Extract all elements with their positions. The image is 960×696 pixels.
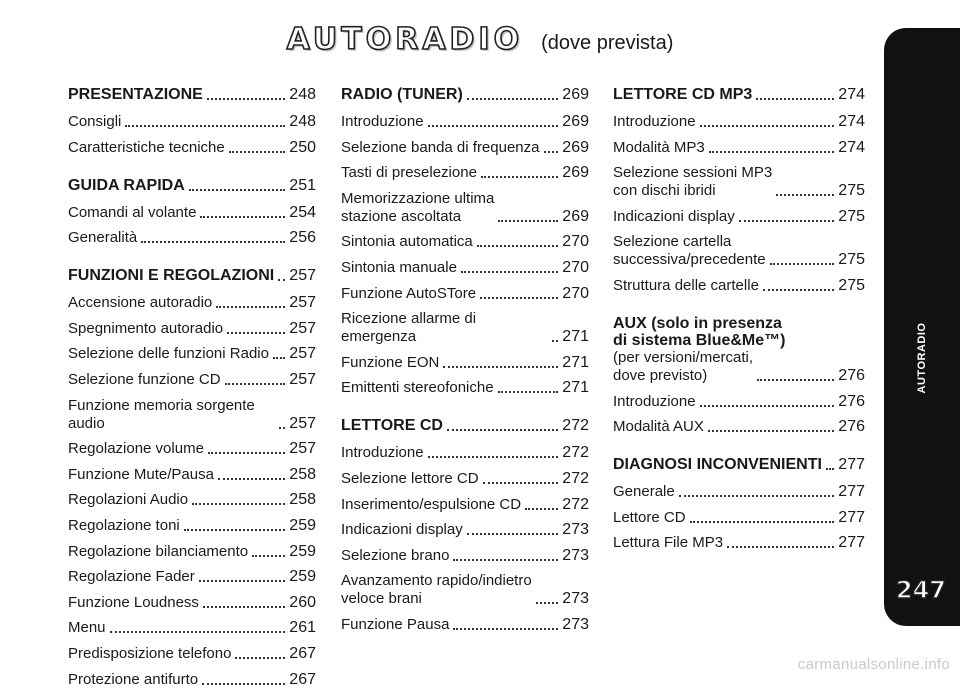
toc-entry-label: Regolazione toni (68, 516, 180, 534)
toc-entry (68, 594, 316, 612)
toc-entry (341, 233, 589, 251)
toc-entry (613, 509, 865, 527)
toc-entry (613, 113, 865, 131)
toc-entry-label: RADIO (TUNER) (341, 86, 463, 103)
dot-leader (273, 357, 285, 359)
toc-entry (341, 547, 589, 565)
toc-entry-page: 272 (562, 495, 589, 513)
toc-entry (68, 517, 316, 535)
toc-entry (613, 277, 865, 295)
toc-entry-label: Indicazioni display (341, 521, 463, 539)
toc-entry-label: Emittenti stereofoniche (341, 379, 494, 397)
dot-leader (536, 602, 559, 604)
toc-entry (613, 233, 865, 269)
toc-entry (341, 521, 589, 539)
toc-entry-page: 276 (838, 366, 865, 384)
toc-section-heading (613, 86, 865, 104)
dot-leader (229, 151, 286, 153)
toc-entry-page: 273 (562, 546, 589, 564)
toc-entry-label: Selezione delle funzioni Radio (68, 345, 269, 363)
toc-entry-label: Caratteristiche tecniche (68, 138, 225, 156)
toc-entry-page: 275 (838, 276, 865, 294)
toc-entry (68, 466, 316, 484)
toc-entry-page: 257 (289, 370, 316, 388)
toc-entry-page: 273 (562, 521, 589, 539)
dot-leader (498, 220, 558, 222)
dot-leader (199, 580, 286, 582)
toc-entry-label: Regolazione Fader (68, 568, 195, 586)
toc-entry-page: 277 (838, 483, 865, 501)
toc-entry-page: 251 (289, 176, 316, 194)
toc-entry (613, 349, 865, 385)
toc-entry-page: 271 (562, 353, 589, 371)
toc-entry (613, 139, 865, 157)
chapter-side-tab (884, 28, 960, 626)
toc-entry-page: 267 (289, 644, 316, 662)
toc-entry-page: 257 (289, 345, 316, 363)
dot-leader (770, 263, 835, 265)
toc-entry (341, 354, 589, 372)
dot-leader (141, 241, 285, 243)
toc-entry-page: 254 (289, 203, 316, 221)
toc-entry-label: Modalità AUX (613, 418, 704, 436)
toc-entry-page: 269 (562, 113, 589, 130)
dot-leader (467, 533, 559, 535)
dot-leader (700, 405, 835, 407)
toc-section-heading (68, 177, 316, 195)
toc-entry-page: 275 (838, 207, 865, 225)
toc-entry-label: Lettura File MP3 (613, 534, 724, 552)
toc-entry (341, 190, 589, 226)
dot-leader (218, 478, 285, 480)
toc-entry-label: Accensione autoradio (68, 294, 213, 312)
dot-leader (208, 452, 285, 454)
page-header (0, 22, 960, 57)
toc-entry-page: 258 (289, 491, 316, 509)
toc-entry-page: 269 (562, 138, 589, 156)
toc-entry (341, 616, 589, 634)
toc-entry-page: 276 (838, 392, 865, 410)
dot-leader (679, 495, 835, 497)
toc-section-heading (68, 267, 316, 285)
toc-entry (68, 294, 316, 312)
toc-entry-page: 272 (562, 417, 589, 435)
toc-entry (341, 259, 589, 277)
dot-leader (467, 98, 559, 100)
toc-entry-page: 260 (289, 593, 316, 611)
toc-entry-label: Sintonia manuale (341, 258, 457, 276)
toc-entry (68, 543, 316, 561)
toc-section-heading (68, 86, 316, 104)
dot-leader (776, 194, 834, 196)
toc-entry-label: Funzione Pausa (341, 615, 450, 633)
toc-entry (341, 113, 589, 131)
toc-entry (341, 310, 589, 346)
watermark: carmanualsonline.info (797, 656, 950, 673)
dot-leader (525, 508, 558, 510)
toc-entry (68, 229, 316, 247)
dot-leader (110, 631, 286, 633)
dot-leader (235, 657, 285, 659)
toc-entry-label: Menu (68, 619, 106, 637)
toc-entry-label: Comandi al volante (68, 203, 197, 221)
dot-leader (739, 220, 835, 222)
toc-entry-label: Selezione sessioni MP3 con dischi ibridi (613, 164, 773, 200)
toc-entry-label: Selezione banda di frequenza (341, 138, 540, 156)
toc-entry-page: 270 (562, 284, 589, 302)
toc-entry-page: 270 (562, 258, 589, 276)
dot-leader (428, 456, 559, 458)
toc-entry-page: 257 (289, 319, 316, 337)
toc-entry (613, 418, 865, 436)
toc-entry-label: Regolazioni Audio (68, 491, 189, 509)
dot-leader (216, 306, 285, 308)
dot-leader (200, 216, 285, 218)
toc-entry-label: Introduzione (341, 444, 424, 462)
toc-entry-label: Ricezione allarme di emergenza (341, 310, 477, 346)
toc-entry-page: 276 (838, 418, 865, 436)
toc-entry (68, 204, 316, 222)
dot-leader (763, 289, 834, 291)
toc-entry (341, 285, 589, 303)
toc-entry-page: 259 (289, 542, 316, 560)
toc-entry-label: Selezione brano (341, 546, 450, 564)
toc-entry (68, 619, 316, 637)
toc-entry-label: Lettore CD (613, 508, 686, 526)
dot-leader (544, 151, 559, 153)
toc-entry-label: Sintonia automatica (341, 233, 473, 251)
dot-leader (189, 189, 286, 191)
toc-entry (613, 534, 865, 552)
dot-leader (477, 245, 559, 247)
toc-entry-page: 274 (838, 113, 865, 130)
dot-leader (756, 98, 834, 100)
toc-entry-label: Funzione memoria sorgente audio (68, 396, 255, 432)
toc-entry (341, 164, 589, 182)
toc-entry-page: 269 (562, 86, 589, 103)
dot-leader (192, 503, 285, 505)
toc-entry (68, 491, 316, 509)
toc-entry-page: 275 (838, 182, 865, 200)
toc-entry (68, 568, 316, 586)
toc-entry-page: 267 (289, 670, 316, 688)
toc-entry-label: Spegnimento autoradio (68, 319, 224, 337)
toc-entry-label: Consigli (68, 113, 122, 130)
dot-leader (727, 546, 834, 548)
dot-leader (480, 297, 558, 299)
dot-leader (552, 340, 558, 342)
toc-entry-page: 275 (838, 251, 865, 269)
dot-leader (708, 430, 834, 432)
toc-entry (613, 164, 865, 200)
toc-entry (341, 444, 589, 462)
toc-entry (341, 139, 589, 157)
toc-entry (68, 645, 316, 663)
dot-leader (690, 521, 835, 523)
toc-entry (341, 470, 589, 488)
toc-entry-label: Funzione AutoSTore (341, 284, 477, 302)
dot-leader (252, 555, 285, 557)
toc-entry-label: Generale (613, 483, 675, 501)
toc-entry-page: 270 (562, 233, 589, 251)
toc-section-heading (341, 86, 589, 104)
toc-entry-label: Struttura delle cartelle (613, 276, 759, 294)
chapter-title: AUTORADIO (286, 22, 524, 57)
toc-entry-page: 273 (562, 615, 589, 633)
toc-entry (341, 572, 589, 608)
dot-leader (483, 482, 559, 484)
toc-entry (68, 371, 316, 389)
toc-entry-page: 257 (289, 440, 316, 458)
toc-entry-page: 271 (562, 379, 589, 397)
side-tab-label: AUTORADIO (916, 322, 928, 394)
toc-entry-page: 248 (289, 113, 316, 130)
toc-entry-label: Protezione antifurto (68, 670, 199, 688)
toc-entry-page: 261 (289, 619, 316, 637)
dot-leader (453, 628, 558, 630)
toc-entry-page: 257 (289, 267, 316, 285)
chapter-subtitle: (dove prevista) (541, 32, 674, 54)
toc-column-3 (613, 86, 865, 560)
toc-entry (613, 393, 865, 411)
toc-entry (613, 483, 865, 501)
toc-entry-page: 273 (562, 590, 589, 608)
dot-leader (279, 427, 285, 429)
toc-entry (613, 208, 865, 226)
toc-section-heading (341, 417, 589, 435)
toc-entry-page: 277 (838, 456, 865, 474)
toc-entry-page: 250 (289, 138, 316, 156)
toc-entry-label: Modalità MP3 (613, 138, 705, 156)
toc-entry-label: Funzione Loudness (68, 593, 199, 611)
page-number: 247 (895, 576, 946, 604)
toc-section-heading (613, 456, 865, 474)
dot-leader (428, 125, 559, 127)
toc-entry-label: PRESENTAZIONE (68, 86, 203, 103)
toc-entry (341, 379, 589, 397)
toc-entry-label: Selezione funzione CD (68, 370, 221, 388)
dot-leader (125, 125, 285, 127)
toc-entry-label: Funzione EON (341, 353, 440, 371)
toc-entry (68, 671, 316, 689)
toc-entry-label: Selezione lettore CD (341, 469, 479, 487)
toc-entry (341, 496, 589, 514)
toc-entry-page: 272 (562, 469, 589, 487)
toc-entry-page: 274 (838, 86, 865, 103)
toc-entry (68, 345, 316, 363)
toc-entry-page: 259 (289, 516, 316, 534)
toc-entry-label: Predisposizione telefono (68, 644, 232, 662)
toc-entry-page: 274 (838, 138, 865, 156)
toc-column-1 (68, 86, 316, 696)
toc-entry-label: Regolazione bilanciamento (68, 542, 249, 560)
toc-entry-page: 257 (289, 294, 316, 312)
toc-entry-label: Generalità (68, 229, 138, 247)
toc-entry-page: 271 (562, 328, 589, 346)
toc-entry-label: Memorizzazione ultima stazione ascoltata (341, 189, 495, 225)
toc-entry-page: 256 (289, 229, 316, 247)
toc-entry-page: 272 (562, 444, 589, 462)
toc-entry-label: Tasti di preselezione (341, 164, 477, 182)
toc-entry-label: Indicazioni display (613, 207, 735, 225)
toc-entry-label: DIAGNOSI INCONVENIENTI (613, 456, 822, 474)
toc-entry-label: Avanzamento rapido/indietro veloce brani (341, 572, 532, 608)
toc-entry-label: Inserimento/espulsione CD (341, 495, 522, 513)
toc-entry-label: (per versioni/mercati, dove previsto) (613, 348, 754, 384)
toc-entry (68, 440, 316, 458)
toc-entry-label: Introduzione (613, 392, 696, 410)
dot-leader (453, 559, 558, 561)
toc-heading-aux: AUX (solo in presenza di sistema Blue&Me™) (613, 314, 786, 349)
toc-entry-page: 277 (838, 534, 865, 552)
toc-entry-page: 258 (289, 465, 316, 483)
toc-entry-page: 257 (289, 414, 316, 432)
toc-entry-label: LETTORE CD MP3 (613, 86, 753, 103)
dot-leader (202, 683, 285, 685)
dot-leader (700, 125, 835, 127)
dot-leader (227, 332, 285, 334)
toc-entry-page: 259 (289, 568, 316, 586)
toc-entry (68, 139, 316, 157)
dot-leader (826, 468, 834, 470)
dot-leader (207, 98, 285, 100)
toc-entry-label: Selezione cartella successiva/precedente (613, 233, 766, 269)
toc-entry-page: 248 (289, 86, 316, 103)
toc-entry-label: GUIDA RAPIDA (68, 176, 185, 194)
toc-entry-label: LETTORE CD (341, 417, 443, 435)
dot-leader (461, 271, 558, 273)
toc-entry (68, 397, 316, 433)
toc-entry (68, 320, 316, 338)
dot-leader (447, 429, 558, 431)
toc-entry-label: Regolazione volume (68, 440, 204, 458)
dot-leader (443, 366, 558, 368)
toc-entry (68, 113, 316, 131)
dot-leader (481, 176, 558, 178)
toc-entry-label: FUNZIONI E REGOLAZIONI (68, 267, 275, 285)
toc-entry-label: Introduzione (341, 113, 424, 130)
dot-leader (184, 529, 286, 531)
toc-entry-page: 277 (838, 508, 865, 526)
dot-leader (709, 151, 835, 153)
dot-leader (203, 606, 285, 608)
toc-entry-label: Funzione Mute/Pausa (68, 465, 214, 483)
toc-entry-page: 269 (562, 164, 589, 182)
dot-leader (757, 379, 834, 381)
dot-leader (278, 279, 285, 281)
toc-entry-page: 269 (562, 207, 589, 225)
dot-leader (225, 383, 286, 385)
toc-column-2 (341, 86, 589, 642)
dot-leader (498, 391, 559, 393)
toc-entry-label: Introduzione (613, 113, 696, 130)
